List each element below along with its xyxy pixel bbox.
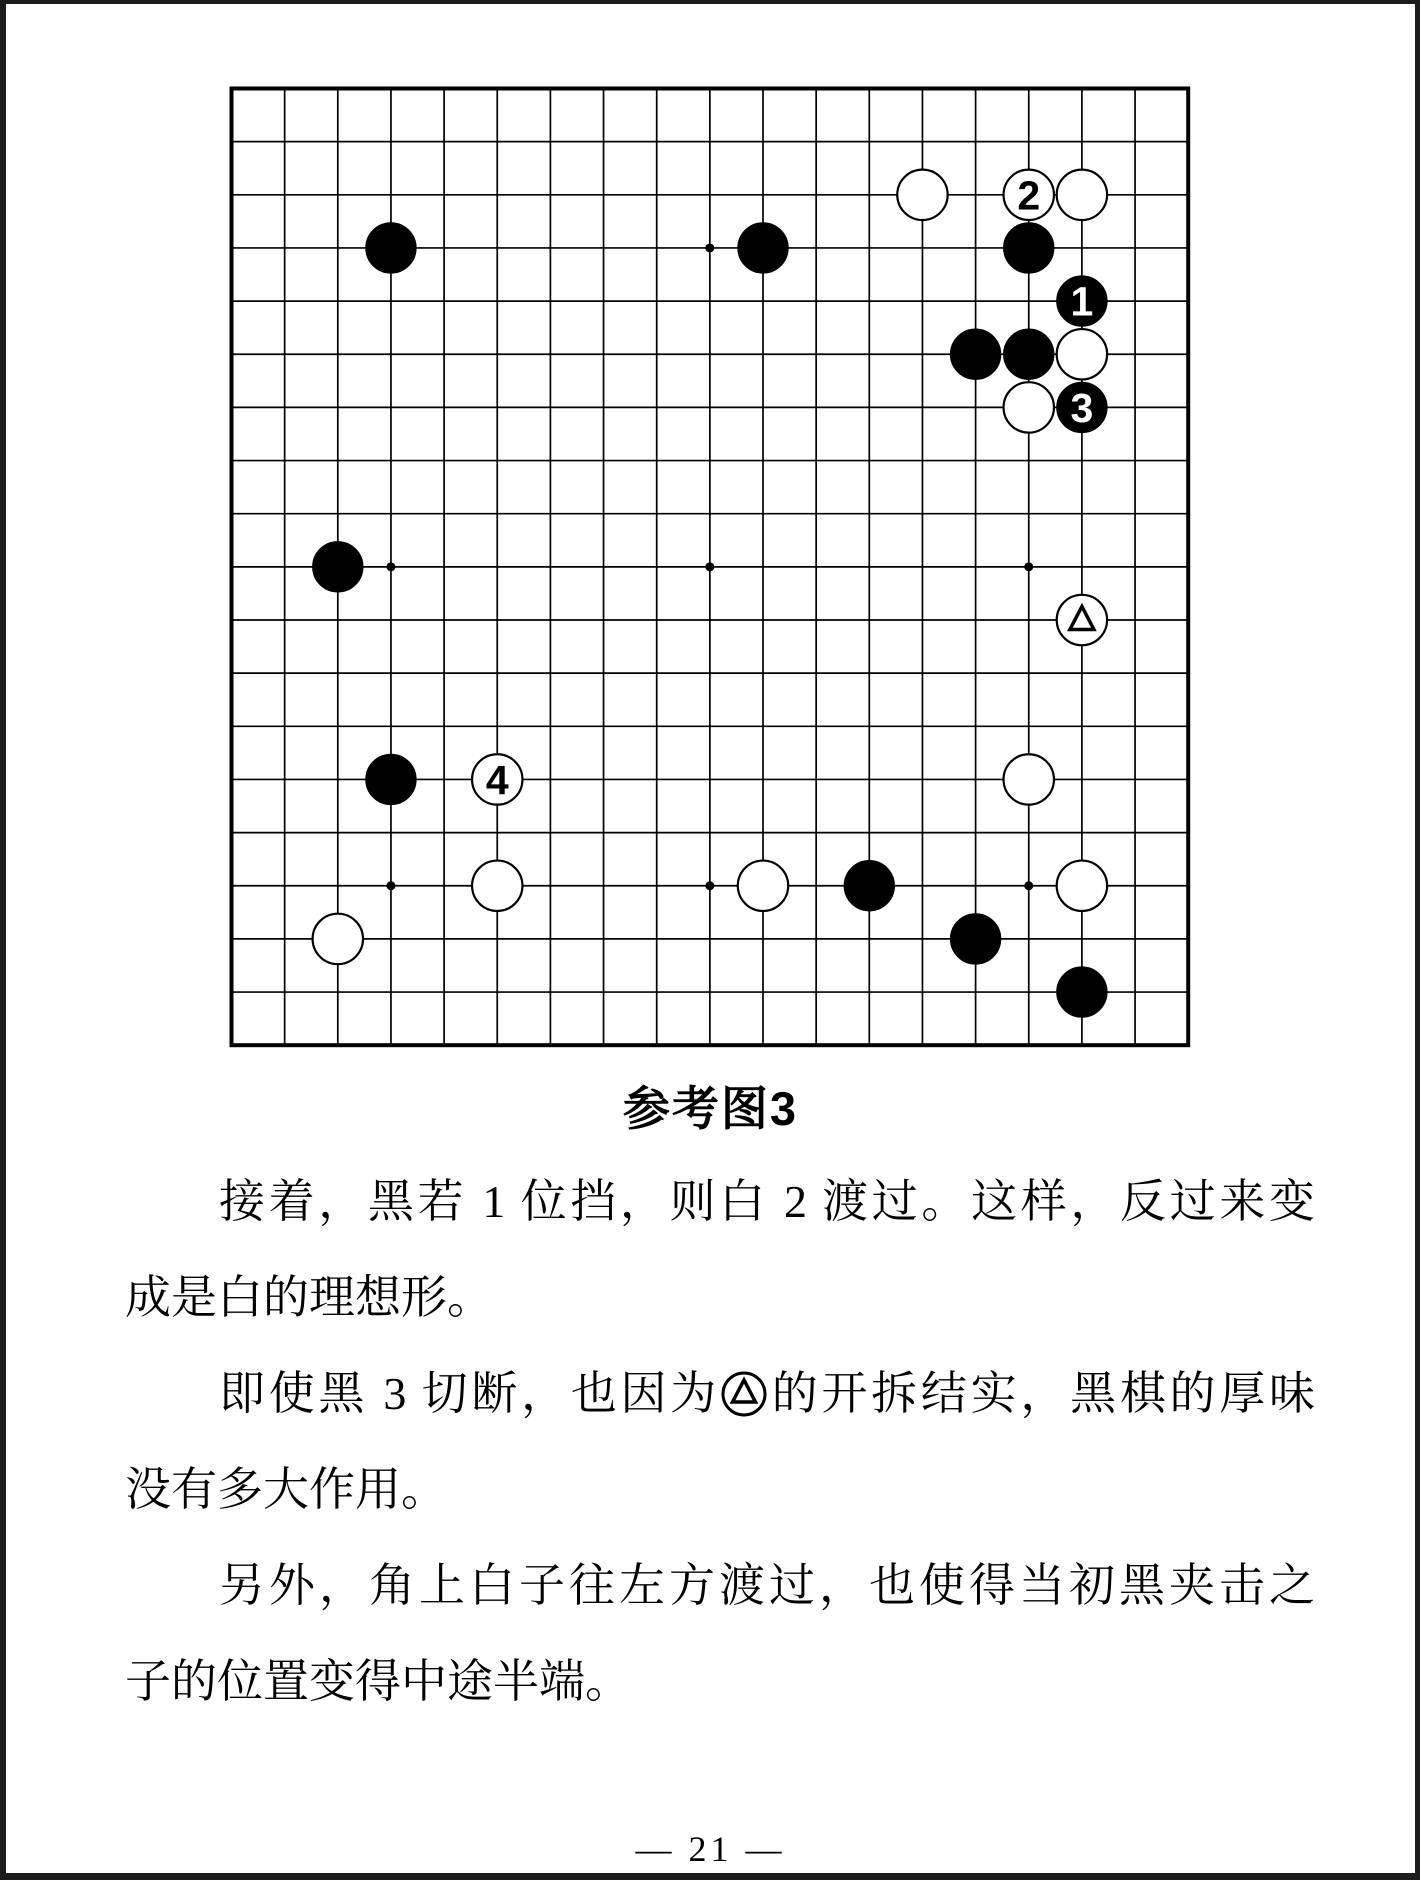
black-stone bbox=[950, 329, 1000, 379]
text-segment: 即使黑 3 切断，也因为 bbox=[219, 1368, 720, 1419]
black-stone bbox=[366, 223, 416, 273]
text-segment: 另外，角上白子往左方渡过，也使得当初黑夹击之 bbox=[219, 1560, 1315, 1611]
star-point bbox=[705, 243, 714, 252]
stone-body bbox=[366, 223, 416, 273]
star-point bbox=[1024, 881, 1033, 890]
white-stone-2 bbox=[1004, 170, 1054, 220]
stone-move-number: 2 bbox=[1017, 172, 1041, 219]
text-segment: 成是白的理想形。 bbox=[125, 1272, 493, 1323]
star-point bbox=[705, 881, 714, 890]
white-stone bbox=[313, 914, 363, 964]
stone-body bbox=[1057, 967, 1107, 1017]
stone-body bbox=[1004, 754, 1054, 804]
white-stone-triangle bbox=[1057, 595, 1107, 645]
text-line bbox=[125, 1538, 1315, 1634]
black-stone-3 bbox=[1057, 382, 1107, 432]
diagram-caption: 参考图3 bbox=[622, 1082, 799, 1135]
stone-body bbox=[1057, 861, 1107, 911]
stone-body bbox=[1057, 329, 1107, 379]
text-line bbox=[125, 1346, 1315, 1442]
triangle-stone-icon bbox=[720, 1370, 768, 1418]
black-stone bbox=[366, 754, 416, 804]
black-stone bbox=[738, 223, 788, 273]
text-segment: 子的位置变得中途半端。 bbox=[125, 1656, 631, 1707]
black-stone bbox=[844, 861, 894, 911]
star-point bbox=[1024, 562, 1033, 571]
white-stone bbox=[1057, 170, 1107, 220]
black-stone bbox=[1057, 967, 1107, 1017]
text-segment: 接着，黑若 1 位挡，则白 2 渡过。这样，反过来变 bbox=[219, 1176, 1315, 1227]
stone-body bbox=[472, 861, 522, 911]
text-line bbox=[125, 1250, 1315, 1346]
page-number: — 21 — bbox=[635, 1829, 786, 1869]
text-segment: 没有多大作用。 bbox=[125, 1464, 447, 1515]
text-line bbox=[125, 1634, 1315, 1730]
stone-body bbox=[950, 914, 1000, 964]
white-stone bbox=[472, 861, 522, 911]
stone-body bbox=[738, 223, 788, 273]
white-stone bbox=[1004, 754, 1054, 804]
stone-body bbox=[1057, 170, 1107, 220]
stone-body bbox=[1057, 595, 1107, 645]
stone-body bbox=[1004, 329, 1054, 379]
stone-body bbox=[313, 914, 363, 964]
black-stone bbox=[1004, 223, 1054, 273]
stone-body bbox=[1004, 382, 1054, 432]
stone-body bbox=[950, 329, 1000, 379]
text-line bbox=[125, 1442, 1315, 1538]
black-stone bbox=[313, 542, 363, 592]
white-stone bbox=[1057, 861, 1107, 911]
white-stone bbox=[897, 170, 947, 220]
stone-body bbox=[1004, 223, 1054, 273]
stone-body bbox=[313, 542, 363, 592]
stone-body bbox=[738, 861, 788, 911]
star-point bbox=[386, 881, 395, 890]
go-board bbox=[178, 35, 1194, 1051]
white-stone bbox=[1004, 382, 1054, 432]
star-point bbox=[705, 562, 714, 571]
stone-move-number: 1 bbox=[1070, 278, 1094, 325]
white-stone-4 bbox=[472, 754, 522, 804]
stone-body bbox=[366, 754, 416, 804]
text-line bbox=[125, 1154, 1315, 1250]
black-stone-1 bbox=[1057, 276, 1107, 326]
black-stone bbox=[950, 914, 1000, 964]
stone-move-number: 3 bbox=[1070, 384, 1094, 431]
stone-body bbox=[897, 170, 947, 220]
text-segment: 的开拆结实，黑棋的厚味 bbox=[768, 1368, 1316, 1419]
star-point bbox=[386, 562, 395, 571]
white-stone bbox=[1057, 329, 1107, 379]
body-text bbox=[125, 1154, 1315, 1730]
stone-body bbox=[844, 861, 894, 911]
stone-move-number: 4 bbox=[485, 756, 509, 803]
white-stone bbox=[738, 861, 788, 911]
black-stone bbox=[1004, 329, 1054, 379]
